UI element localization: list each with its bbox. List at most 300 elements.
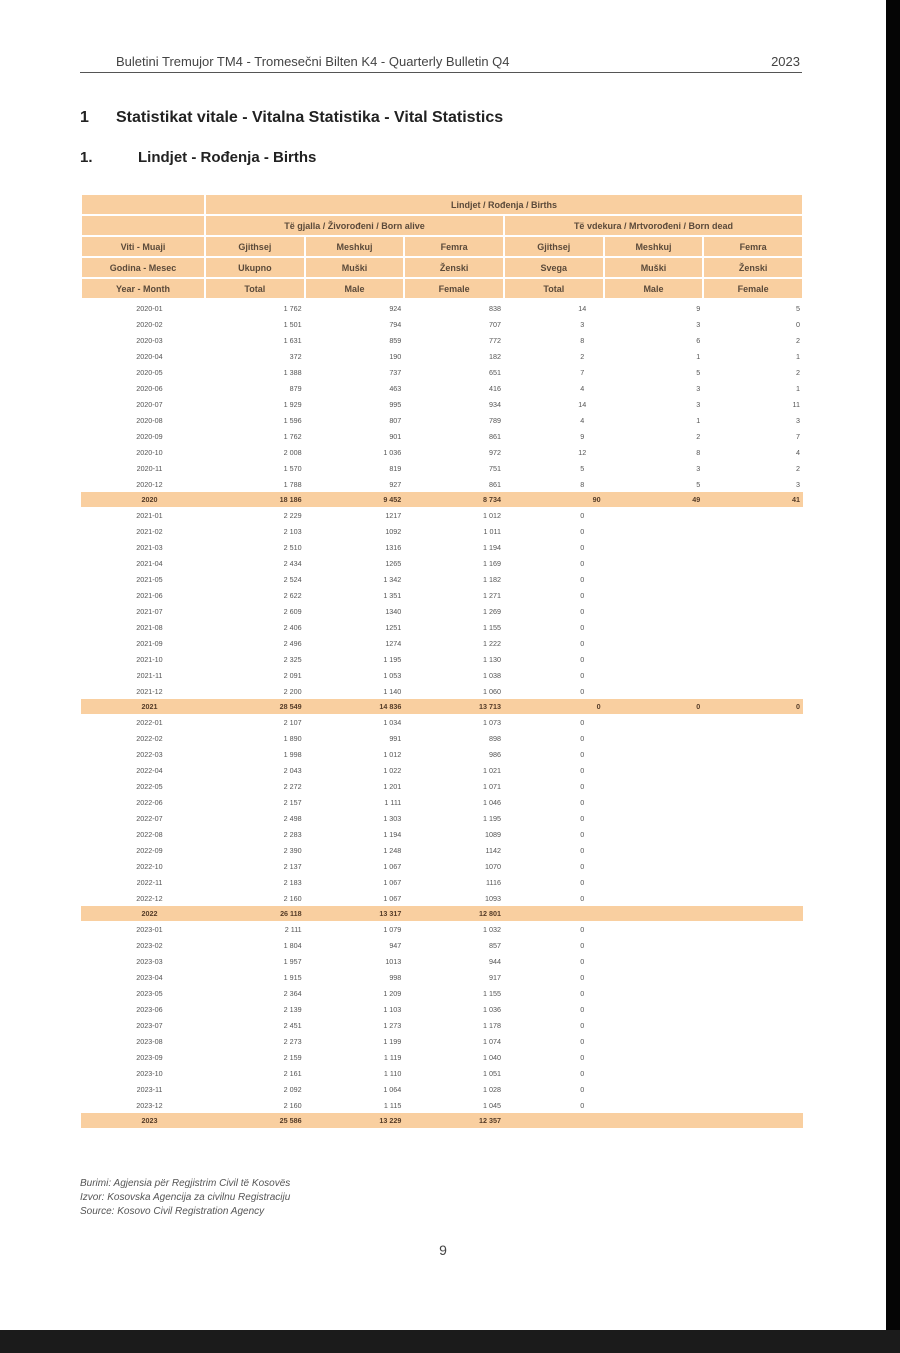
value-cell — [604, 651, 704, 667]
period-cell: 2022-07 — [136, 813, 163, 823]
value-cell — [504, 1113, 604, 1128]
period-cell: 2022 — [81, 906, 205, 921]
value-cell: 2 283 — [283, 829, 302, 839]
period-cell: 2022-05 — [136, 781, 163, 791]
table-body — [81, 299, 803, 1128]
period-cell: 2023 — [81, 1113, 205, 1128]
value-cell: 1274 — [385, 638, 402, 648]
value-cell — [604, 714, 704, 730]
value-cell: 1 169 — [482, 558, 501, 568]
value-cell — [604, 539, 704, 555]
value-cell: 2 107 — [283, 717, 302, 727]
value-cell: 1 631 — [283, 335, 302, 345]
value-cell: 0 — [580, 590, 585, 600]
period-cell: 2020-02 — [136, 319, 163, 329]
value-cell: 2 200 — [283, 686, 302, 696]
year-total-row — [81, 492, 803, 507]
value-cell: 1 012 — [482, 510, 501, 520]
value-cell: 2 272 — [283, 781, 302, 791]
period-cell: 2023-07 — [136, 1020, 163, 1030]
value-cell: 2 — [795, 335, 800, 345]
value-cell: 0 — [580, 877, 585, 887]
value-cell: 0 — [580, 813, 585, 823]
value-cell — [604, 683, 704, 699]
period-cell: 2021 — [81, 699, 205, 714]
value-cell: 2 496 — [283, 638, 302, 648]
col-label: Ukupno — [205, 257, 305, 278]
value-cell — [604, 1017, 704, 1033]
header-births: Lindjet / Rođenja / Births — [205, 194, 803, 215]
value-cell — [604, 1097, 704, 1113]
source-line-english: Source: Kosovo Civil Registration Agency — [80, 1206, 265, 1217]
source-line-albanian: Burimi: Agjensia për Regjistrim Civil të Kosovës — [80, 1178, 291, 1189]
value-cell: 807 — [389, 415, 402, 425]
value-cell: 1 — [696, 415, 701, 425]
value-cell: 1340 — [385, 606, 402, 616]
value-cell: 1089 — [484, 829, 501, 839]
header-empty-cell — [81, 194, 205, 215]
value-cell — [703, 794, 803, 810]
value-cell: 0 — [580, 1068, 585, 1078]
value-cell: 0 — [580, 717, 585, 727]
period-cell: 2022-10 — [136, 861, 163, 871]
value-cell: 917 — [488, 972, 501, 982]
value-cell: 0 — [580, 606, 585, 616]
value-cell: 1 155 — [482, 622, 501, 632]
value-cell: 1 195 — [482, 813, 501, 823]
col-label: Female — [703, 278, 803, 299]
col-label: Svega — [504, 257, 604, 278]
value-cell: 789 — [488, 415, 501, 425]
page-header — [80, 52, 802, 73]
year-total-row — [81, 906, 803, 921]
table-row — [81, 858, 803, 874]
value-cell — [703, 746, 803, 762]
value-cell: 1265 — [385, 558, 402, 568]
table-row — [81, 587, 803, 603]
value-cell: 0 — [580, 670, 585, 680]
value-cell: 1 804 — [283, 940, 302, 950]
value-cell: 1 036 — [383, 447, 402, 457]
value-cell — [604, 635, 704, 651]
value-cell: 1 012 — [383, 749, 402, 759]
value-cell: 3 — [795, 479, 800, 489]
value-cell: 11 — [792, 399, 800, 409]
value-cell: 190 — [389, 351, 402, 361]
value-cell: 2 092 — [283, 1084, 302, 1094]
value-cell: 1 064 — [383, 1084, 402, 1094]
value-cell: 7 — [795, 431, 800, 441]
value-cell — [604, 587, 704, 603]
value-cell — [703, 587, 803, 603]
value-cell: 2 622 — [283, 590, 302, 600]
value-cell: 1217 — [385, 510, 402, 520]
value-cell: 998 — [389, 972, 402, 982]
table-row — [81, 1065, 803, 1081]
value-cell: 2 390 — [283, 845, 302, 855]
value-cell: 5 — [696, 479, 701, 489]
value-cell — [604, 826, 704, 842]
value-cell: 1316 — [385, 542, 402, 552]
value-cell: 4 — [580, 383, 585, 393]
value-cell: 2 434 — [283, 558, 302, 568]
value-cell: 2 609 — [283, 606, 302, 616]
source-notes — [80, 1177, 290, 1219]
value-cell: 2 091 — [283, 670, 302, 680]
table-row — [81, 937, 803, 953]
value-cell: 2 406 — [283, 622, 302, 632]
table-row — [81, 746, 803, 762]
value-cell: 3 — [696, 463, 701, 473]
value-cell: 2 043 — [283, 765, 302, 775]
value-cell: 857 — [488, 940, 501, 950]
table-row — [81, 890, 803, 906]
value-cell: 898 — [488, 733, 501, 743]
value-cell — [604, 953, 704, 969]
value-cell: 0 — [580, 622, 585, 632]
value-cell: 2 498 — [283, 813, 302, 823]
value-cell: 13 317 — [305, 906, 405, 921]
value-cell: 947 — [389, 940, 402, 950]
value-cell: 1 111 — [384, 797, 402, 807]
table-row — [81, 1001, 803, 1017]
value-cell: 2 — [696, 431, 701, 441]
value-cell — [703, 953, 803, 969]
value-cell: 13 713 — [404, 699, 504, 714]
period-cell: 2020-11 — [136, 463, 163, 473]
value-cell: 0 — [580, 1084, 585, 1094]
births-table — [80, 193, 804, 1128]
period-cell: 2020-05 — [136, 367, 163, 377]
value-cell: 651 — [488, 367, 501, 377]
value-cell: 1116 — [486, 877, 501, 887]
table-row — [81, 619, 803, 635]
value-cell: 1070 — [484, 861, 501, 871]
value-cell: 0 — [580, 574, 585, 584]
value-cell: 1 570 — [283, 463, 302, 473]
value-cell: 1 182 — [482, 574, 501, 584]
value-cell: 1 038 — [482, 670, 501, 680]
period-cell: 2021-10 — [136, 654, 163, 664]
value-cell — [604, 794, 704, 810]
value-cell — [604, 667, 704, 683]
value-cell: 0 — [580, 733, 585, 743]
value-cell: 1 269 — [482, 606, 501, 616]
value-cell: 0 — [580, 1020, 585, 1030]
table-row — [81, 507, 803, 523]
header-title: Buletini Tremujor TM4 - Tromesečni Bilten K4 - Quarterly Bulletin Q4 — [116, 54, 510, 69]
period-cell: 2020 — [81, 492, 205, 507]
value-cell: 9 — [696, 303, 701, 313]
value-cell — [703, 762, 803, 778]
table-row — [81, 667, 803, 683]
value-cell: 0 — [580, 1036, 585, 1046]
value-cell: 49 — [604, 492, 704, 507]
header-empty-cell — [81, 215, 205, 236]
value-cell: 3 — [696, 319, 701, 329]
period-cell: 2022-12 — [136, 893, 163, 903]
value-cell: 2 111 — [284, 924, 302, 934]
value-cell: 1 115 — [383, 1100, 402, 1110]
period-cell: 2021-05 — [136, 574, 163, 584]
period-cell: 2021-12 — [136, 686, 163, 696]
value-cell: 5 — [696, 367, 701, 377]
col-label: Viti - Muaji — [81, 236, 205, 257]
value-cell: 0 — [580, 893, 585, 903]
table-row — [81, 762, 803, 778]
value-cell: 1 140 — [383, 686, 402, 696]
value-cell: 2 229 — [283, 510, 302, 520]
value-cell: 0 — [580, 797, 585, 807]
value-cell: 0 — [580, 638, 585, 648]
value-cell: 12 801 — [404, 906, 504, 921]
value-cell: 772 — [488, 335, 501, 345]
value-cell — [703, 1049, 803, 1065]
value-cell: 1 036 — [482, 1004, 501, 1014]
value-cell — [604, 906, 704, 921]
value-cell: 0 — [580, 845, 585, 855]
value-cell: 2 — [580, 351, 585, 361]
table-row — [81, 874, 803, 890]
value-cell: 0 — [580, 956, 585, 966]
table-row — [81, 460, 803, 476]
value-cell — [703, 858, 803, 874]
header-born-alive: Të gjalla / Živorođeni / Born alive — [205, 215, 504, 236]
value-cell: 0 — [580, 558, 585, 568]
value-cell — [604, 555, 704, 571]
section-title — [80, 109, 503, 127]
value-cell — [604, 507, 704, 523]
header-year: 2023 — [771, 54, 800, 69]
value-cell: 90 — [504, 492, 604, 507]
period-cell: 2022-09 — [136, 845, 163, 855]
value-cell — [703, 842, 803, 858]
value-cell: 8 — [580, 335, 585, 345]
value-cell: 1 201 — [383, 781, 402, 791]
col-label: Meshkuj — [604, 236, 704, 257]
value-cell: 4 — [580, 415, 585, 425]
value-cell: 0 — [580, 1004, 585, 1014]
col-label: Total — [504, 278, 604, 299]
source-line-serbian: Izvor: Kosovska Agencija za civilnu Registraciju — [80, 1192, 291, 1203]
col-label: Total — [205, 278, 305, 299]
value-cell: 8 — [580, 479, 585, 489]
value-cell: 3 — [696, 399, 701, 409]
value-cell: 0 — [703, 699, 803, 714]
table-row — [81, 444, 803, 460]
value-cell: 3 — [580, 319, 585, 329]
value-cell: 1 060 — [482, 686, 501, 696]
table-row — [81, 810, 803, 826]
value-cell — [703, 906, 803, 921]
value-cell — [604, 523, 704, 539]
header-born-dead: Të vdekura / Mrtvorođeni / Born dead — [504, 215, 803, 236]
table-row — [81, 364, 803, 380]
value-cell: 1 045 — [482, 1100, 501, 1110]
col-label: Muški — [604, 257, 704, 278]
value-cell: 861 — [488, 479, 501, 489]
value-cell: 5 — [580, 463, 585, 473]
value-cell — [604, 969, 704, 985]
value-cell: 3 — [696, 383, 701, 393]
value-cell: 0 — [580, 526, 585, 536]
value-cell: 0 — [580, 749, 585, 759]
value-cell: 182 — [488, 351, 501, 361]
table-row — [81, 778, 803, 794]
value-cell: 2 160 — [283, 893, 302, 903]
value-cell: 1 — [795, 351, 800, 361]
value-cell — [703, 778, 803, 794]
value-cell: 794 — [389, 319, 402, 329]
value-cell: 861 — [488, 431, 501, 441]
year-total-row — [81, 1113, 803, 1128]
value-cell: 0 — [795, 319, 800, 329]
table-row — [81, 428, 803, 444]
period-cell: 2022-03 — [136, 749, 163, 759]
value-cell: 2 510 — [283, 542, 302, 552]
period-cell: 2020-01 — [136, 303, 163, 313]
value-cell: 9 452 — [305, 492, 405, 507]
value-cell: 0 — [580, 1052, 585, 1062]
value-cell: 2 451 — [283, 1020, 302, 1030]
value-cell: 1 103 — [383, 1004, 402, 1014]
table-row — [81, 1081, 803, 1097]
value-cell: 1 998 — [283, 749, 302, 759]
value-cell: 2 160 — [283, 1100, 302, 1110]
period-cell: 2023-01 — [136, 924, 163, 934]
value-cell: 1 074 — [482, 1036, 501, 1046]
period-cell: 2023-02 — [136, 940, 163, 950]
value-cell: 1 195 — [383, 654, 402, 664]
table-row — [81, 985, 803, 1001]
value-cell — [604, 810, 704, 826]
value-cell: 2 157 — [283, 797, 302, 807]
period-cell: 2020-12 — [136, 479, 163, 489]
value-cell — [604, 778, 704, 794]
value-cell — [703, 571, 803, 587]
col-label: Male — [305, 278, 405, 299]
value-cell: 12 357 — [404, 1113, 504, 1128]
value-cell: 463 — [389, 383, 402, 393]
value-cell: 25 586 — [205, 1113, 305, 1128]
col-label: Year - Month — [81, 278, 205, 299]
page-number: 9 — [439, 1242, 447, 1258]
table-row — [81, 412, 803, 428]
value-cell: 1 130 — [482, 654, 501, 664]
value-cell: 12 — [578, 447, 587, 457]
scan-edge — [886, 0, 900, 1330]
value-cell — [703, 507, 803, 523]
table-row — [81, 794, 803, 810]
col-label: Femra — [404, 236, 504, 257]
period-cell: 2023-05 — [136, 988, 163, 998]
value-cell: 1013 — [385, 956, 402, 966]
period-cell: 2022-04 — [136, 765, 163, 775]
value-cell: 1 596 — [283, 415, 302, 425]
value-cell: 14 — [578, 399, 587, 409]
subsection-title — [80, 149, 316, 166]
value-cell: 1 194 — [482, 542, 501, 552]
value-cell: 1 046 — [482, 797, 501, 807]
value-cell — [604, 842, 704, 858]
value-cell: 1 079 — [383, 924, 402, 934]
value-cell: 1 110 — [383, 1068, 402, 1078]
col-label: Godina - Mesec — [81, 257, 205, 278]
value-cell: 1 209 — [383, 988, 402, 998]
value-cell: 1 073 — [482, 717, 501, 727]
value-cell — [604, 603, 704, 619]
value-cell: 2 364 — [283, 988, 302, 998]
period-cell: 2023-09 — [136, 1052, 163, 1062]
value-cell — [604, 1113, 704, 1128]
value-cell — [604, 858, 704, 874]
period-cell: 2021-04 — [136, 558, 163, 568]
value-cell: 1 021 — [482, 765, 501, 775]
value-cell — [703, 1033, 803, 1049]
period-cell: 2023-06 — [136, 1004, 163, 1014]
col-label: Female — [404, 278, 504, 299]
period-cell: 2020-07 — [136, 399, 163, 409]
value-cell: 944 — [488, 956, 501, 966]
value-cell: 1 040 — [482, 1052, 501, 1062]
value-cell — [703, 1097, 803, 1113]
value-cell — [703, 969, 803, 985]
value-cell — [703, 985, 803, 1001]
value-cell: 1142 — [485, 845, 501, 855]
value-cell: 1 178 — [482, 1020, 501, 1030]
value-cell — [604, 921, 704, 937]
value-cell: 924 — [389, 303, 402, 313]
value-cell: 1 788 — [283, 479, 302, 489]
value-cell — [604, 619, 704, 635]
table-row — [81, 380, 803, 396]
value-cell — [604, 1049, 704, 1065]
value-cell: 934 — [488, 399, 501, 409]
table-row — [81, 921, 803, 937]
value-cell: 1 067 — [383, 877, 402, 887]
value-cell: 991 — [389, 733, 402, 743]
value-cell — [703, 635, 803, 651]
subsection-title-text: Lindjet - Rođenja - Births — [138, 149, 317, 166]
value-cell — [604, 1065, 704, 1081]
value-cell: 1 271 — [482, 590, 501, 600]
period-cell: 2021-08 — [136, 622, 163, 632]
value-cell — [703, 921, 803, 937]
value-cell: 2 161 — [283, 1068, 302, 1078]
col-label: Gjithsej — [205, 236, 305, 257]
value-cell — [703, 523, 803, 539]
value-cell: 986 — [488, 749, 501, 759]
period-cell: 2023-04 — [136, 972, 163, 982]
period-cell: 2020-06 — [136, 383, 163, 393]
period-cell: 2021-03 — [136, 542, 163, 552]
period-cell: 2022-11 — [136, 877, 163, 887]
value-cell — [604, 890, 704, 906]
value-cell: 0 — [580, 940, 585, 950]
value-cell: 2 159 — [283, 1052, 302, 1062]
value-cell: 1 222 — [482, 638, 501, 648]
value-cell: 1 501 — [283, 319, 302, 329]
col-label: Femra — [703, 236, 803, 257]
table-row — [81, 539, 803, 555]
table-row — [81, 396, 803, 412]
value-cell: 372 — [289, 351, 302, 361]
value-cell: 2 — [795, 463, 800, 473]
value-cell: 8 — [696, 447, 701, 457]
table-row — [81, 730, 803, 746]
value-cell: 0 — [580, 1100, 585, 1110]
value-cell: 1 011 — [483, 526, 501, 536]
